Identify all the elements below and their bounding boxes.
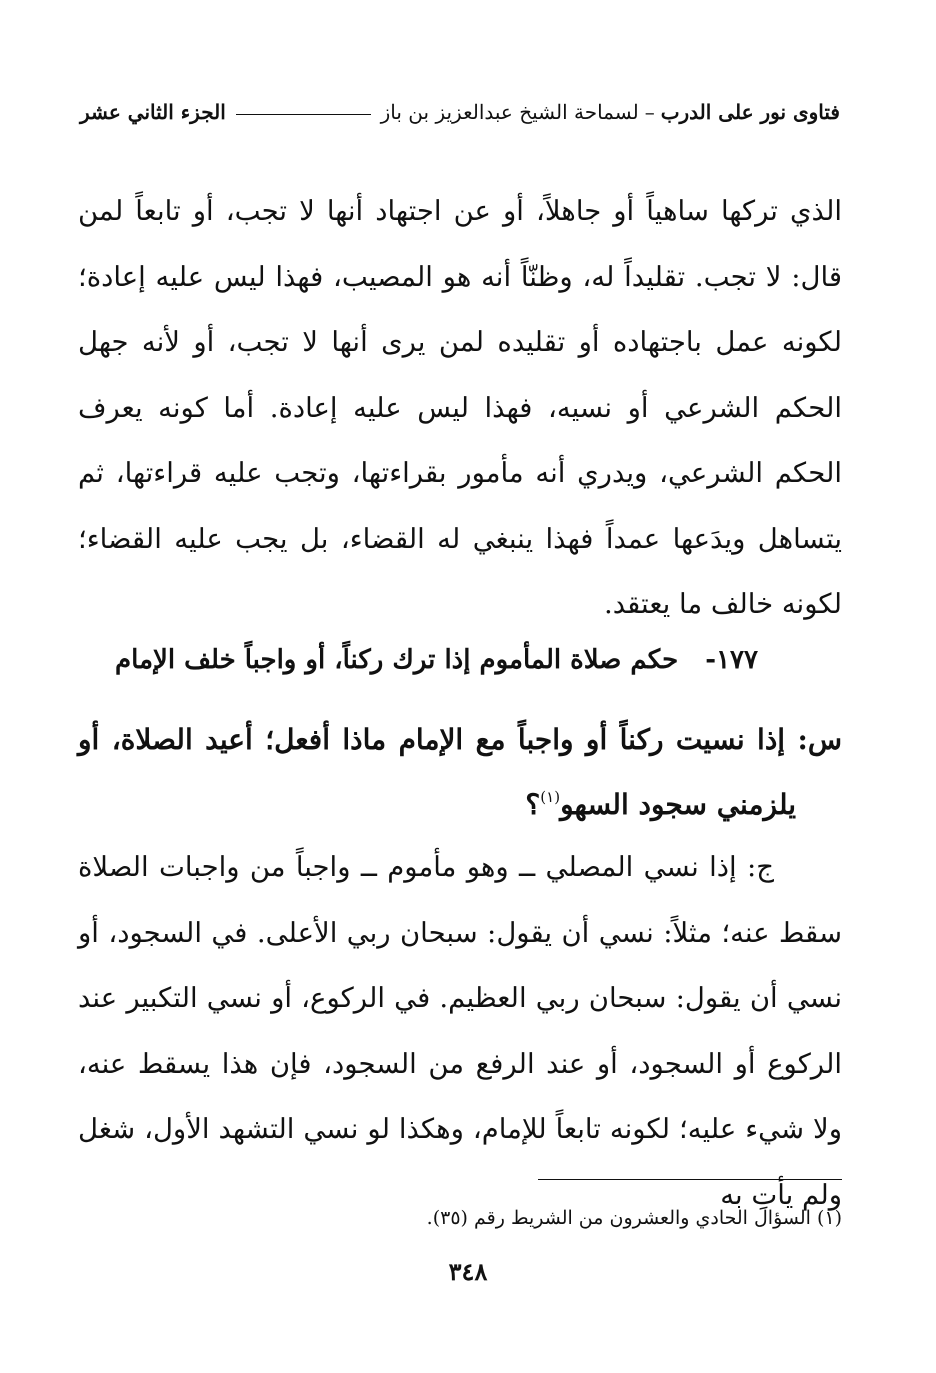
question-line-2 [78, 772, 842, 842]
header-separator: – [644, 100, 655, 124]
question-line-1: س: إذا نسيت ركناً أو واجباً مع الإمام ماذا أفعل؛ أعيد الصلاة، أو [78, 723, 842, 756]
question-text-end: يلزمني سجود السهو [560, 788, 796, 821]
answer-paragraph: ج: إذا نسي المصلي ــ وهو مأموم ــ واجباً من واجبات الصلاة سقط عنه؛ مثلاً: نسي أن يقول: سبحان ربي الأعلى. في السجود، أو نسي أن يقول: سبحان ربي العظيم. في الركوع، أو نسي التكبير عند الركوع أو السجود، أو عند الرفع من السجود، فإن هذا يسقط عنه، ولا شيء عليه؛ لكونه تابعاً للإمام، وهكذا لو نسي التشهد الأول، شغل ولم يأتِ به [78, 851, 842, 1211]
header-rule [236, 114, 371, 115]
section-number: ١٧٧- [705, 645, 758, 675]
question-block [78, 707, 842, 842]
header-book-title: فتاوى نور على الدرب [660, 100, 840, 124]
page-number: ٣٤٨ [448, 1257, 488, 1286]
section-heading [78, 630, 758, 690]
footnote: (١) السؤال الحادي والعشرون من الشريط رقم (٣٥). [426, 1207, 842, 1229]
header-author: لسماحة الشيخ عبدالعزيز بن باز [380, 100, 639, 124]
running-header [80, 92, 840, 132]
question-mark: ؟ [525, 788, 541, 821]
header-part: الجزء الثاني عشر [80, 100, 226, 124]
footnote-separator [538, 1179, 842, 1180]
section-title: حكم صلاة المأموم إذا ترك ركناً، أو واجباً خلف الإمام [115, 645, 679, 675]
footnote-reference: (١) [540, 788, 561, 806]
paragraph-continued: الذي تركها ساهياً أو جاهلاً، أو عن اجتهاد أنها لا تجب، أو تابعاً لمن قال: لا تجب. تقليداً له، وظنّاً أنه هو المصيب، فهذا ليس عليه إعادة؛ لكونه عمل باجتهاده أو تقليده لمن يرى أنها لا تجب، أو لأنه جهل الحكم الشرعي أو نسيه، فهذا ليس عليه إعادة. أما كونه يعرف الحكم الشرعي، ويدري أنه مأمور بقراءتها، وتجب عليه قراءتها، ثم يتساهل ويدَعها عمداً فهذا ينبغي له القضاء، بل يجب عليه القضاء؛ لكونه خالف ما يعتقد. [78, 195, 842, 620]
